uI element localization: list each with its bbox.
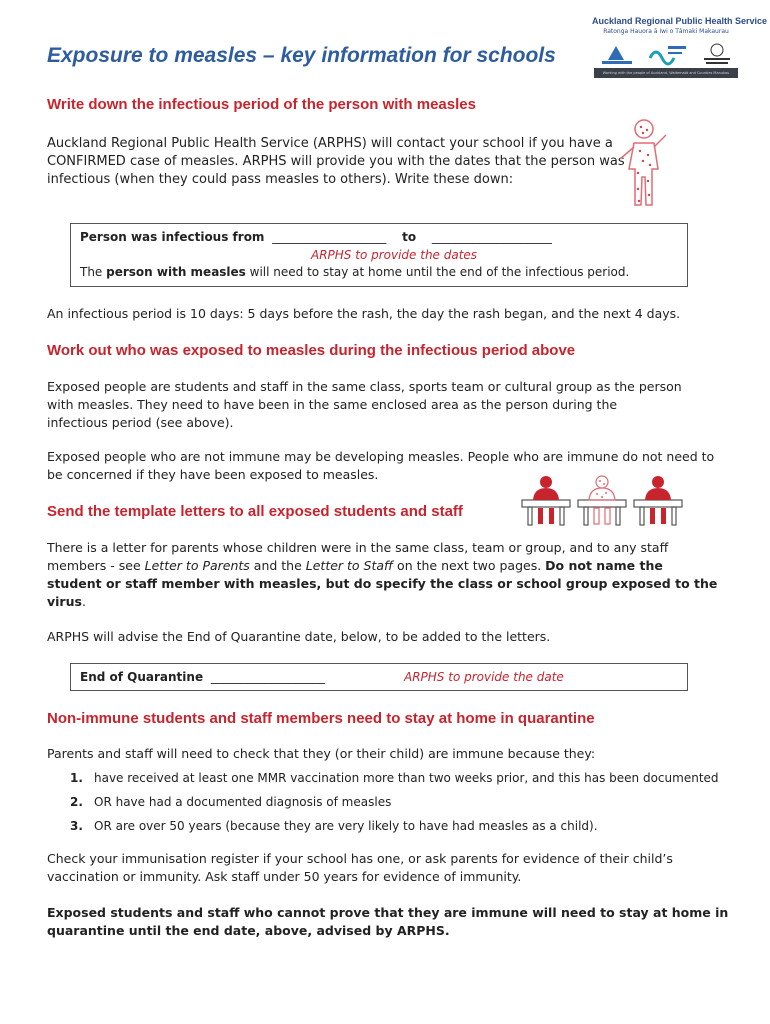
quarantine-advice: ARPHS will advise the End of Quarantine date, below, to be added to the letters. — [47, 629, 551, 644]
immunisation-register-paragraph — [47, 850, 673, 886]
template-letters-heading: Send the template letters to all exposed students and staff — [47, 503, 463, 520]
paragraph-text: . — [81, 594, 86, 609]
paragraph-line: Exposed people are students and staff in the same class, sports team or cultural group as the person — [47, 379, 682, 394]
paragraph-line: quarantine until the end date, above, advised by ARPHS. — [47, 923, 450, 938]
do-not-name-warning: Do not name the — [545, 558, 663, 573]
quarantine-heading: Non-immune students and staff members need to stay at home in quarantine — [47, 710, 595, 727]
paragraph-line: be concerned if they have been exposed to measles. — [47, 467, 379, 482]
date-to-blank[interactable]: ____________________ — [431, 230, 552, 244]
list-item-text: OR have had a documented diagnosis of measles — [94, 795, 392, 809]
quarantine-row — [80, 670, 325, 684]
list-item — [70, 819, 598, 833]
quarantine-date-blank[interactable]: ___________________ — [210, 670, 325, 684]
infectious-period-definition: An infectious period is 10 days: 5 days before the rash, the day the rash began, and the next 4 days. — [47, 306, 681, 321]
paragraph-line: with measles. They need to have been in the same enclosed area as the person during the — [47, 397, 618, 412]
paragraph-text: and the — [249, 558, 306, 573]
list-item-text: OR are over 50 years (because they are very likely to have had measles as a child). — [94, 819, 598, 833]
letter-to-staff-ref: Letter to Staff — [305, 558, 394, 573]
logo-footer: Working with the people of Auckland, Waitematā and Counties Manukau — [594, 68, 738, 78]
arphs-provide-dates: ARPHS to provide the dates — [311, 248, 478, 262]
counties-manukau-logo — [700, 42, 734, 68]
page-title: Exposure to measles – key information for schools — [47, 44, 556, 67]
infectious-dates-box — [70, 223, 688, 287]
paragraph-line: vaccination or immunity. Ask staff under 50 years for evidence of immunity. — [47, 869, 522, 884]
exposed-definition-paragraph — [47, 378, 682, 432]
paragraph-line: There is a letter for parents whose children were in the same class, team or group, and to any staff — [47, 540, 669, 555]
to-label: to — [402, 230, 417, 244]
paragraph-line: Exposed people who are not immune may be developing measles. People who are immune do not need to — [47, 449, 715, 464]
auckland-dhb-logo — [600, 42, 636, 66]
do-not-name-warning: virus — [47, 594, 82, 609]
end-of-quarantine-box — [70, 663, 688, 691]
classroom-students-icon — [520, 474, 686, 528]
note-text: The — [80, 265, 107, 279]
list-number: 2. — [70, 795, 83, 809]
quarantine-requirement — [47, 904, 728, 940]
list-item — [70, 795, 391, 809]
date-from-blank[interactable]: ___________________ — [272, 230, 387, 244]
paragraph-line: CONFIRMED case of measles. ARPHS will provide you with the dates that the person was — [47, 154, 625, 169]
infectious-from-label: Person was infectious from — [80, 230, 265, 244]
template-letters-paragraph — [47, 539, 717, 611]
infectious-dates-row — [80, 230, 552, 244]
end-of-quarantine-label: End of Quarantine — [80, 670, 204, 684]
arphs-contact-paragraph — [47, 135, 625, 189]
stay-home-note — [80, 265, 629, 279]
arphs-provide-date: ARPHS to provide the date — [404, 670, 564, 684]
immunity-intro: Parents and staff will need to check that they (or their child) are immune because they: — [47, 746, 596, 761]
do-not-name-warning: student or staff member with measles, but do specify the class or school group exposed to the — [47, 576, 718, 591]
note-text: will need to stay at home until the end of the infectious period. — [245, 265, 630, 279]
paragraph-text: on the next two pages. — [393, 558, 546, 573]
note-bold: person with measles — [106, 265, 246, 279]
list-number: 1. — [70, 771, 83, 785]
paragraph-line: Auckland Regional Public Health Service (ARPHS) will contact your school if you have a — [47, 136, 613, 151]
paragraph-line: Exposed students and staff who cannot prove that they are immune will need to stay at home in — [47, 905, 729, 920]
arphs-logo — [592, 14, 768, 78]
paragraph-line: infectious period (see above). — [47, 415, 234, 430]
list-item — [70, 771, 719, 785]
logo-org-maori: Ratonga Hauora ā Iwi o Tāmaki Makaurau — [603, 28, 729, 35]
partner-logos — [592, 38, 740, 70]
person-with-measles-icon — [612, 117, 672, 209]
waitemata-dhb-logo — [648, 42, 688, 66]
paragraph-line: Check your immunisation register if your school has one, or ask parents for evidence of their child’s — [47, 851, 673, 866]
logo-org-name: Auckland Regional Public Health Service — [592, 16, 768, 26]
list-number: 3. — [70, 819, 83, 833]
paragraph-line: infectious (when they could pass measles to others). Write these down: — [47, 172, 514, 187]
paragraph-text: members - see — [47, 558, 145, 573]
letter-to-parents-ref: Letter to Parents — [144, 558, 250, 573]
exposed-heading: Work out who was exposed to measles during the infectious period above — [47, 342, 576, 359]
infectious-period-heading: Write down the infectious period of the person with measles — [47, 96, 476, 113]
list-item-text: have received at least one MMR vaccination more than two weeks prior, and this has been documented — [94, 771, 719, 785]
